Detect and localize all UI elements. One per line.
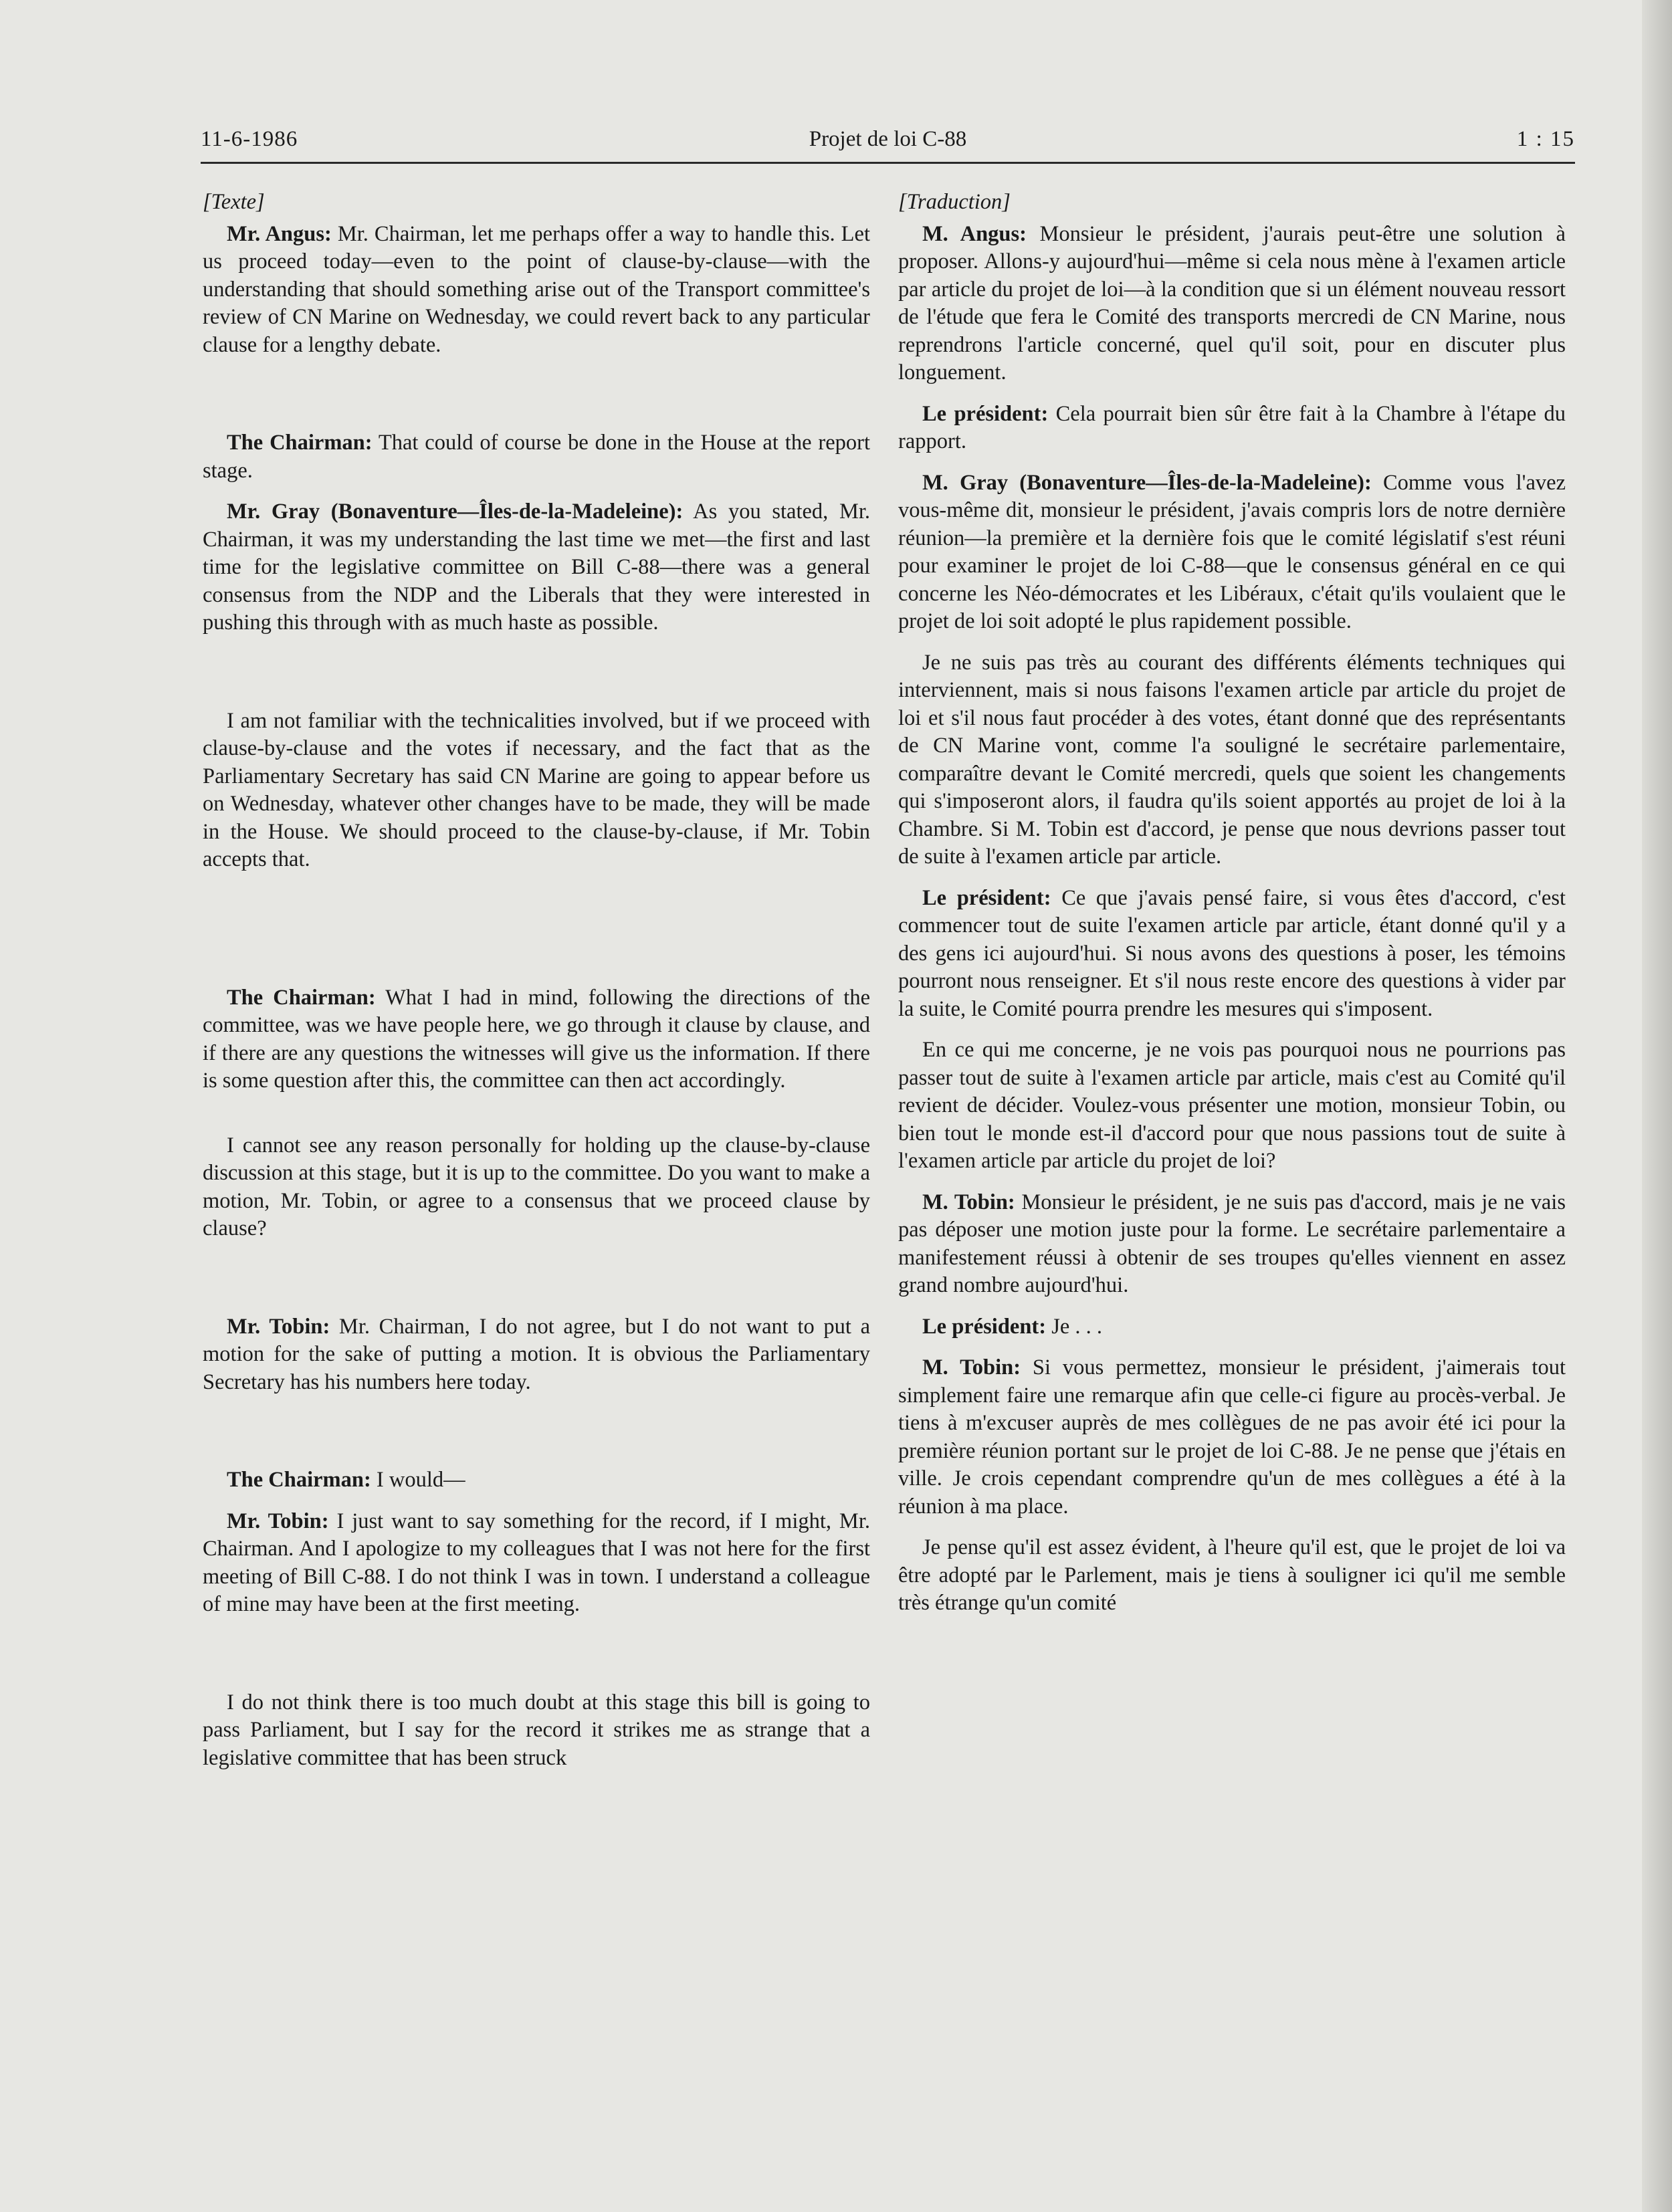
paragraph: I do not think there is too much doubt at this stage this bill is going to pass Parliament, but I say for the record it strikes me as strange that a legislative committee that has been struck <box>203 1690 870 1770</box>
paragraph <box>203 1508 870 1619</box>
paragraph-text: As you stated, Mr. Chairman, it was my understanding the last time we met—the first and last time for the legislative committee on Bill C-88—there was a general consensus from the NDP and the Liberals that they were interested in pushing this through with as much haste as possible. <box>203 500 871 635</box>
speaker-name: The Chairman: <box>227 1468 371 1492</box>
paragraph <box>898 1313 1566 1341</box>
speaker-name: M. Angus: <box>922 221 1027 246</box>
paragraph <box>898 1189 1566 1300</box>
paragraph <box>898 1354 1566 1521</box>
paragraph <box>898 885 1566 1024</box>
paragraph-text: I would— <box>371 1468 465 1492</box>
paragraph-text: Cela pourrait bien sûr être fait à la Chambre à l'étape du rapport. <box>898 401 1566 453</box>
speaker-name: The Chairman: <box>227 431 373 455</box>
paragraph <box>203 498 870 637</box>
paragraph <box>203 429 870 485</box>
paragraph: I am not familiar with the technicalities involved, but if we proceed with clause-by-clause and the votes if necessary, and the fact that as the Parliamentary Secretary has said CN Marine are going to appear before us on Wednesday, whatever other changes have to be made, they will be made in the House. We should proceed to the clause-by-clause, if Mr. Tobin accepts that. <box>203 708 870 871</box>
speaker-name: Mr. Angus: <box>227 221 332 246</box>
running-header <box>201 127 1575 160</box>
paragraph-text: Ce que j'avais pensé faire, si vous êtes d'accord, c'est commencer tout de suite l'examen article par article, étant donné qu'il y a des gens ici aujourd'hui. Si nous avons des questions à poser, les témoins pourront nous renseigner. Et s'il nous reste encore des questions à vider par la suite, le Comité pourra prendre les mesures qui s'imposent. <box>898 885 1566 1021</box>
speaker-name: M. Tobin: <box>922 1190 1015 1214</box>
paragraph-text: Monsieur le président, j'aurais peut-être une solution à proposer. Allons-y aujourd'hui—même si cela nous mène à l'examen article par article du projet de loi—à la condition que si un élément nouveau ressort de l'étude que fera le Comité des transports mercredi de CN Marine, nous reprendrons l'article concerné, quel qu'il soit, pour en discuter plus longuement. <box>898 221 1566 384</box>
header-rule <box>201 162 1575 164</box>
speaker-name: Le président: <box>922 885 1051 910</box>
paragraph: En ce qui me concerne, je ne vois pas pourquoi nous ne pourrions pas passer tout de suite à l'examen article par article, mais c'est au Comité qu'il revient de décider. Voulez-vous présenter une motion, monsieur Tobin, ou bien tout le monde est-il d'accord pour que nous passions tout de suite à l'examen article par article du projet de loi? <box>898 1038 1566 1173</box>
paragraph <box>203 221 870 360</box>
paragraph <box>898 221 1566 387</box>
paragraph <box>898 469 1566 636</box>
paragraph-text: That could of course be done in the House at the report stage. <box>203 431 870 483</box>
french-column <box>898 189 1566 1618</box>
paragraph <box>203 1466 870 1495</box>
paragraph: I cannot see any reason personally for holding up the clause-by-clause discussion at this stage, but it is up to the committee. Do you want to make a motion, Mr. Tobin, or agree to a consensus that we proceed clause by clause? <box>203 1133 870 1240</box>
header-title: Projet de loi C-88 <box>809 127 967 151</box>
paragraph-text: What I had in mind, following the directions of the committee, was we have people here, we go through it clause by clause, and if there are any questions the witnesses will give us the information. If there is some question after this, the committee can then act accordingly. <box>203 985 870 1093</box>
paragraph-text: Je . . . <box>1046 1314 1103 1339</box>
english-column <box>203 189 870 1772</box>
speaker-name: M. Tobin: <box>922 1355 1021 1379</box>
speaker-name: Mr. Gray (Bonaventure—Îles-de-la-Madeleine): <box>227 500 684 524</box>
paragraph: Je ne suis pas très au courant des différents éléments techniques qui interviennent, mais si nous faisons l'examen article par article du projet de loi et s'il nous faut procéder à des votes, étant donné que des représentants de CN Marine vont, comme l'a souligné le secrétaire parlementaire, comparaître devant le Comité mercredi, quels que soient les changements qui s'imposeront alors, il faudra qu'ils soient apportés au projet de loi à la Chambre. Si M. Tobin est d'accord, je pense que nous devrions passer tout de suite à l'examen article par article. <box>898 650 1566 869</box>
speaker-name: Le président: <box>922 1314 1047 1339</box>
speaker-name: The Chairman: <box>227 985 376 1010</box>
paragraph-text: I just want to say something for the record, if I might, Mr. Chairman. And I apologize to my colleagues that I was not here for the first meeting of Bill C-88. I do not think I was in town. I understand a colleague of mine may have been at the first meeting. <box>203 1509 870 1616</box>
paragraph-text: Si vous permettez, monsieur le président, j'aimerais tout simplement faire une remarque afin que celle-ci figure au procès-verbal. Je tiens à m'excuser auprès de mes collègues de ne pas avoir été ici pour la première réunion portant sur le projet de loi C-88. Je ne pense que j'étais en ville. Je crois cependant comprendre qu'un de mes collègues a été à la réunion à ma place. <box>898 1355 1566 1519</box>
paragraph: Je pense qu'il est assez évident, à l'heure qu'il est, que le projet de loi va être adopté par le Parlement, mais je tiens à souligner ici qu'il me semble très étrange qu'un comité <box>898 1535 1566 1615</box>
column-tag: [Texte] <box>203 190 265 214</box>
speaker-name: M. Gray (Bonaventure—Îles-de-la-Madeleine): <box>922 470 1372 495</box>
header-date: 11-6-1986 <box>201 127 298 151</box>
speaker-name: Le président: <box>922 401 1049 426</box>
speaker-name: Mr. Tobin: <box>227 1314 330 1339</box>
column-tag: [Traduction] <box>898 190 1011 214</box>
header-page-number: 1 : 15 <box>1516 127 1575 151</box>
paragraph <box>203 984 870 1095</box>
paragraph-text: Mr. Chairman, let me perhaps offer a way to handle this. Let us proceed today—even to the point of clause-by-clause—with the understanding that should something arise out of the Transport committee's review of CN Marine on Wednesday, we could revert back to any particular clause for a lengthy debate. <box>203 221 870 357</box>
paragraph <box>898 401 1566 456</box>
paragraph <box>203 1313 870 1397</box>
paragraph-text: Monsieur le président, je ne suis pas d'accord, mais je ne vais pas déposer une motion juste pour la forme. Le secrétaire parlementaire a manifestement réussi à obtenir de ses troupes qu'elles viennent en assez grand nombre aujourd'hui. <box>898 1190 1566 1297</box>
paragraph-text: Comme vous l'avez vous-même dit, monsieur le président, j'avais compris lors de notre dernière réunion—la première et la dernière fois que le comité législatif s'est réuni pour examiner le projet de loi C-88—que le consensus général en ce qui concerne les Néo-démocrates et les Libéraux, c'était qu'ils voulaient que le projet de loi soit adopté le plus rapidement possible. <box>898 470 1566 633</box>
speaker-name: Mr. Tobin: <box>227 1509 329 1533</box>
paragraph-text: Mr. Chairman, I do not agree, but I do not want to put a motion for the sake of putting a motion. It is obvious the Parliamentary Secretary has his numbers here today. <box>203 1314 870 1394</box>
scan-edge <box>1642 0 1672 2212</box>
